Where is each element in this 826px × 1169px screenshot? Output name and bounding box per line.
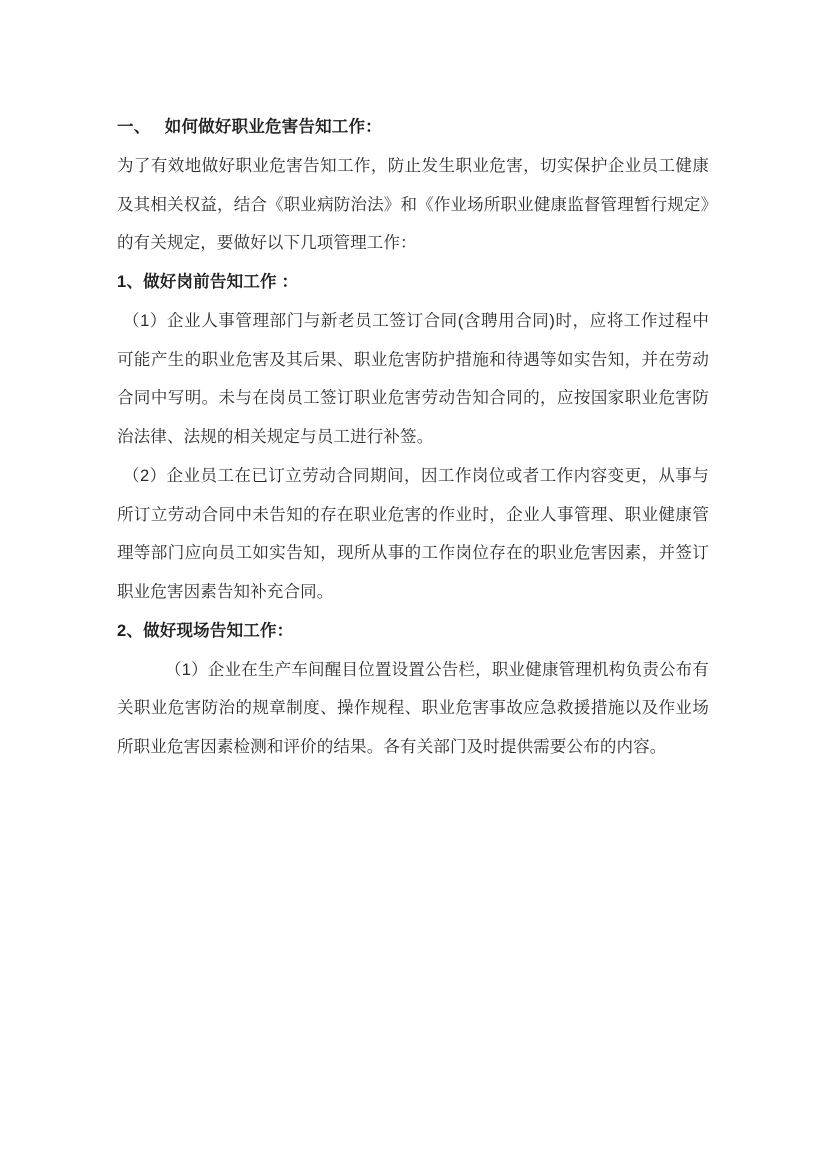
paragraph-pre-job-item-1: （1）企业人事管理部门与新老员工签订合同(含聘用合同)时，应将工作过程中可能产生的职业危害及其后果、职业危害防护措施和待遇等如实告知，并在劳动合同中写明。未与在岗员工签订职业危害劳动告知合同的，应按国家职业危害防治法律、法规的相关规定与员工进行补签。 <box>117 311 709 447</box>
section-number: 一、 <box>117 118 151 136</box>
document-body <box>117 108 709 767</box>
section-title: 如何做好职业危害告知工作： <box>164 118 382 136</box>
section-heading <box>117 108 709 147</box>
subheading-onsite-notification: 2、做好现场告知工作： <box>117 621 294 640</box>
paragraph-intro: 为了有效地做好职业危害告知工作，防止发生职业危害，切实保护企业员工健康及其相关权益，结合《职业病防治法》和《作业场所职业健康监督管理暂行规定》的有关规定，要做好以下几项管理工作： <box>117 156 709 253</box>
subheading-pre-job-notification: 1、做好岗前告知工作 ： <box>117 273 299 292</box>
paragraph-onsite-item-1: （1）企业在生产车间醒目位置设置公告栏，职业健康管理机构负责公布有关职业危害防治的规章制度、操作规程、职业危害事故应急救援措施以及作业场所职业危害因素检测和评价的结果。各有关部门及时提供需要公布的内容。 <box>117 660 709 757</box>
paragraph-pre-job-item-2: （2）企业员工在已订立劳动合同期间，因工作岗位或者工作内容变更，从事与所订立劳动合同中未告知的存在职业危害的作业时，企业人事管理、职业健康管理等部门应向员工如实告知，现所从事的工作岗位存在的职业危害因素，并签订职业危害因素告知补充合同。 <box>117 466 709 602</box>
